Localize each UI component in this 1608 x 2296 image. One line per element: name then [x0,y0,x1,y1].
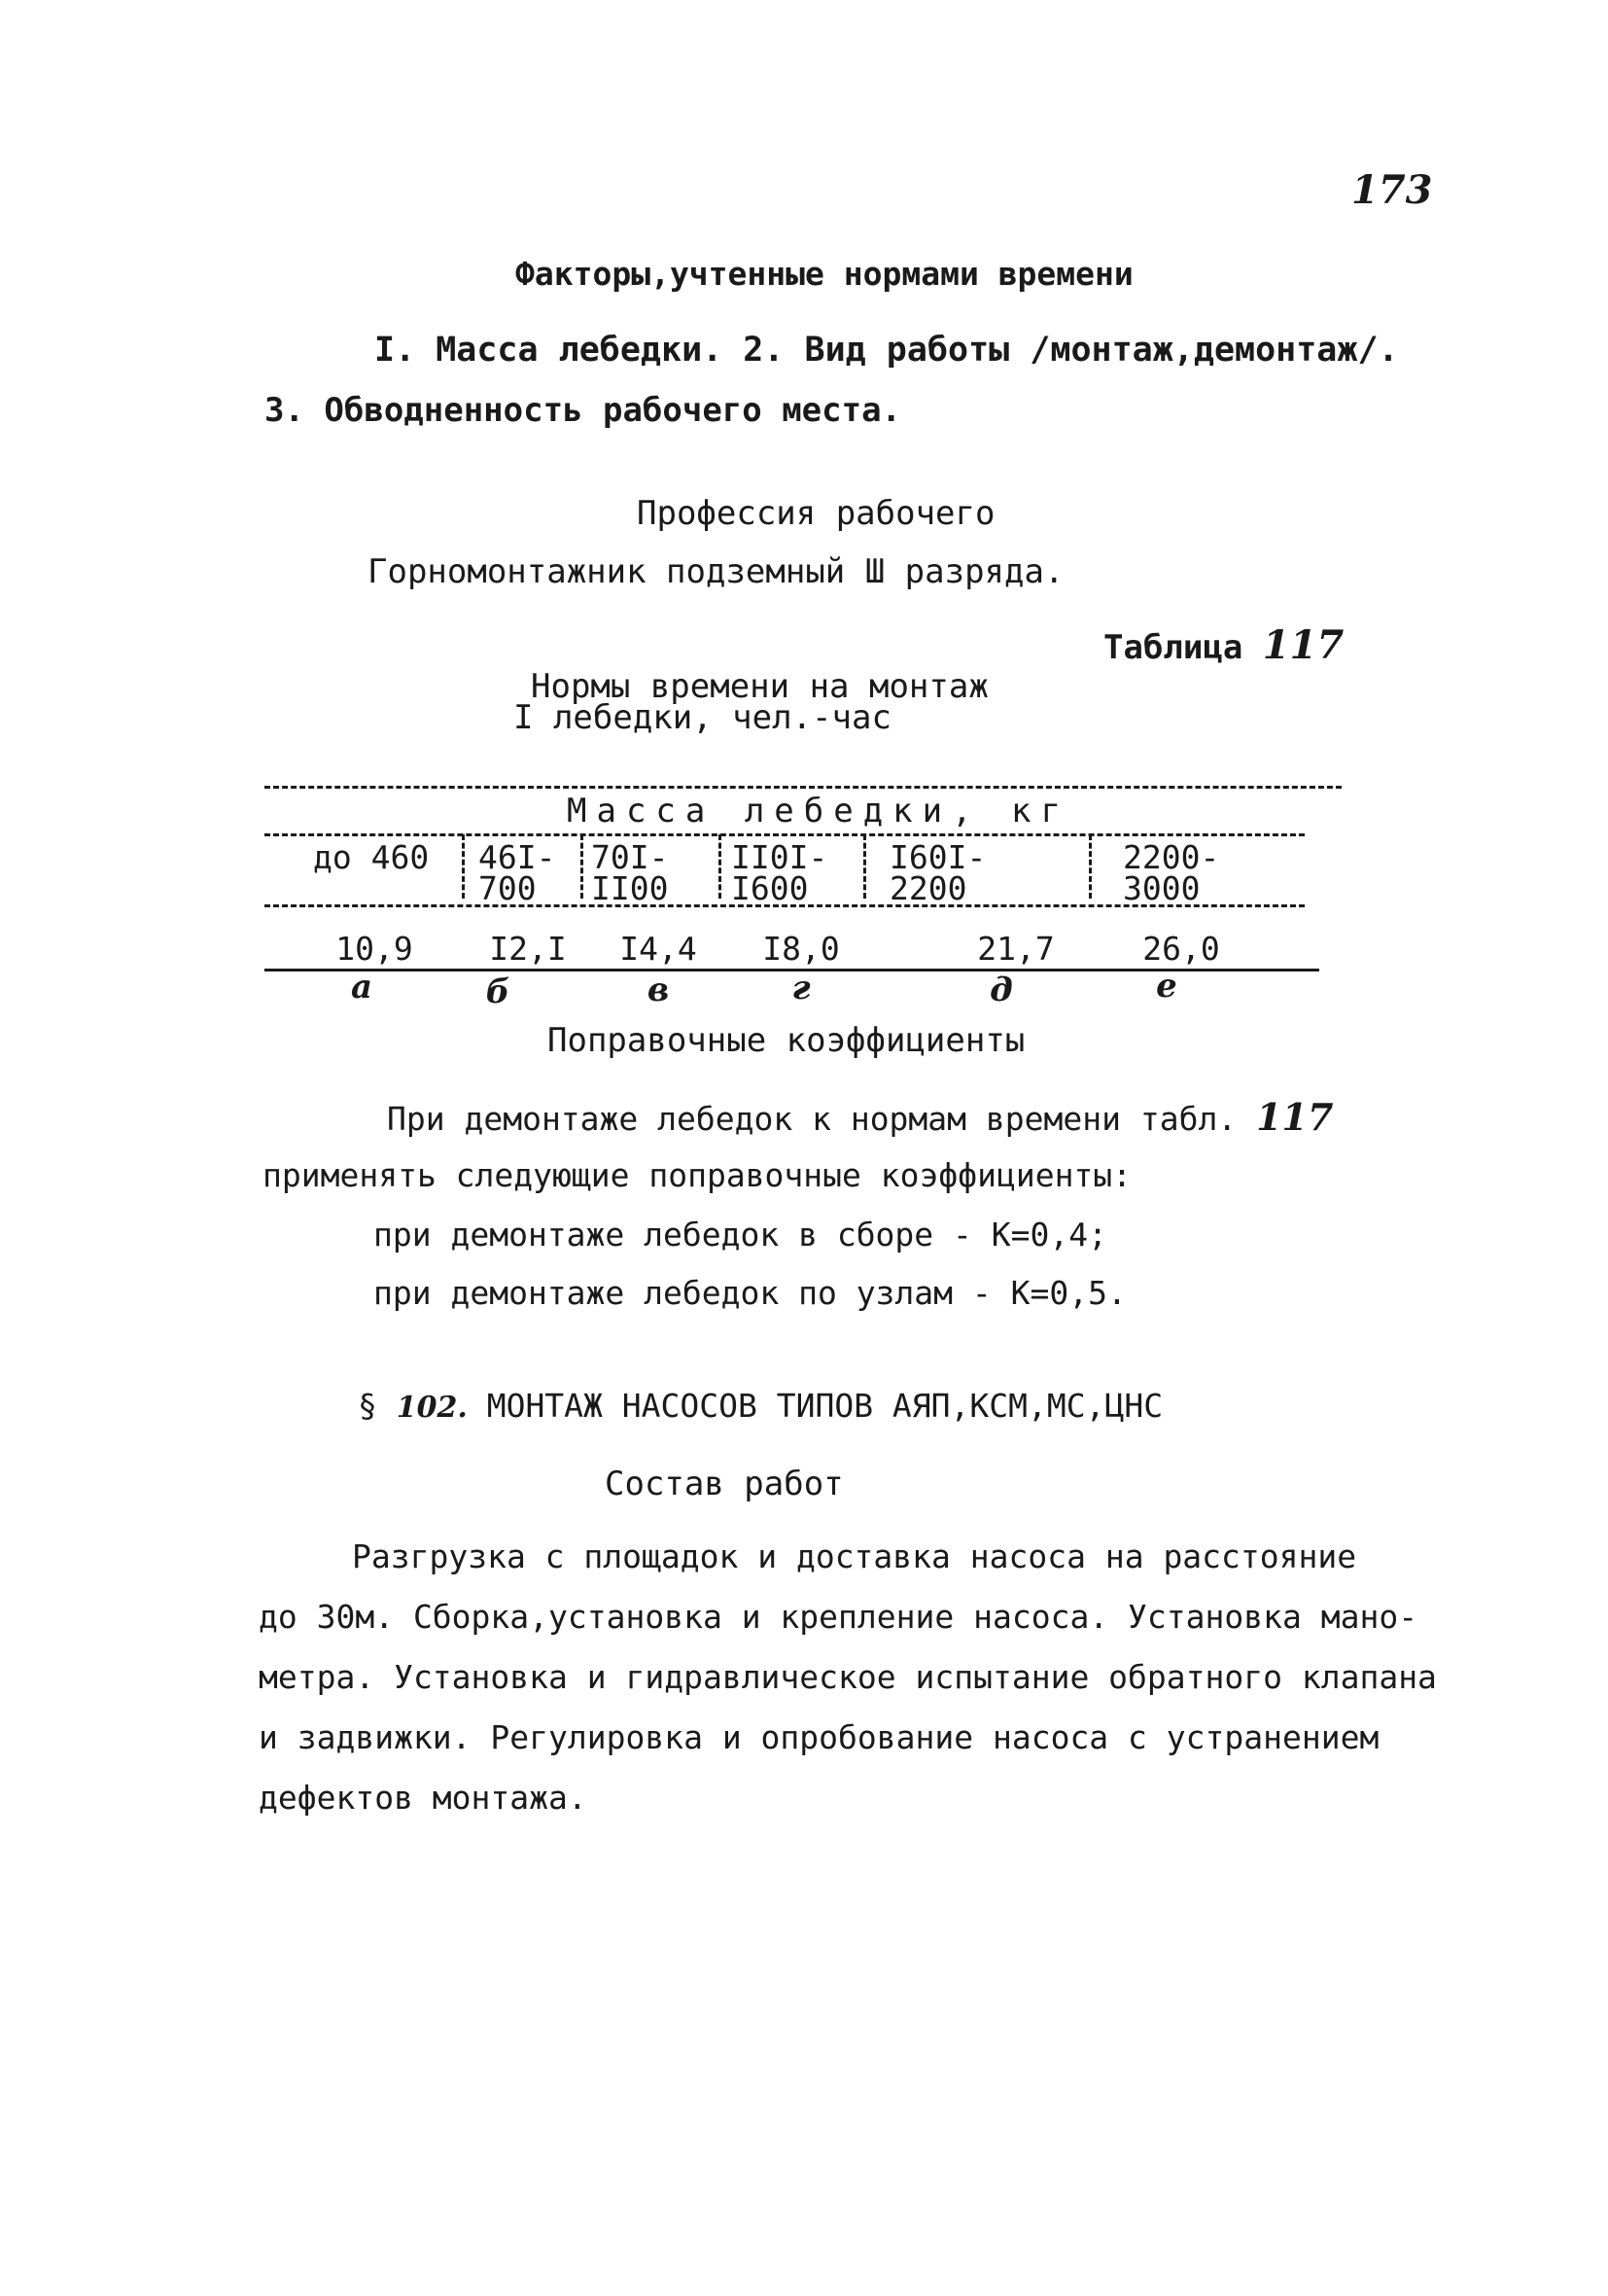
page-number: 173 [1351,167,1433,213]
table-col-3-label [591,838,669,907]
section-number: 102. [396,1391,468,1425]
table-index-d: д [990,971,1013,1009]
table-group-header: Масса лебедки, кг [567,792,1070,830]
table-index-g: г [791,969,811,1007]
col-3-line-1: 70I- [591,838,669,876]
table-caption-line-1: Нормы времени на монтаж [531,667,989,706]
table-number: 117 [1262,622,1345,668]
table-index-b: б [485,972,510,1011]
work-line-1: Разгрузка с площадок и доставка насоса на расстояние [352,1537,1357,1575]
profession-text: Горномонтажник подземный Ш разряда. [367,552,1065,591]
work-line-5: дефектов монтажа. [259,1779,587,1817]
table-col-2-label [478,838,556,907]
table-col-divider-3 [718,834,721,899]
table-value-a: 10,9 [335,930,413,968]
work-line-4: и задвижки. Регулировка и опробование насоса с устранением [259,1718,1380,1756]
table-values-top-rule [264,904,1305,907]
table-top-rule [264,786,1342,789]
table-value-b: I2,I [489,930,567,968]
coefficients-intro-line-2: применять следующие поправочные коэффициенты: [262,1156,1133,1194]
coefficients-table-ref: 117 [1256,1095,1334,1139]
work-line-3: метра. Установка и гидравлическое испытание обратного клапана [259,1658,1437,1696]
col-2-line-1: 46I- [478,838,556,876]
coefficients-item-1: при демонтаже лебедок в сборе - К=0,4; [373,1216,1107,1254]
col-6-line-2: 3000 [1123,869,1201,907]
table-col-4-label [731,838,828,907]
table-col-divider-1 [462,834,465,899]
col-5-line-1: I60I- [890,838,987,876]
table-value-v: I4,4 [619,930,697,968]
factors-line-1: I. Масса лебедки. 2. Вид работы /монтаж,демонтаж/. [374,331,1399,370]
table-caption-line-2: I лебедки, чел.-час [513,698,891,737]
col-2-line-2: 700 [478,869,537,907]
work-title: Состав работ [605,1465,844,1503]
table-col-5-label [890,838,987,907]
coefficients-title: Поправочные коэффициенты [547,1021,1026,1060]
factors-line-2: 3. Обводненность рабочего места. [264,391,902,430]
coefficients-item-2: при демонтаже лебедок по узлам - К=0,5. [373,1274,1127,1312]
section-symbol: § [358,1387,377,1425]
work-line-2: до 30м. Сборка,установка и крепление насоса. Установка мано- [259,1598,1418,1636]
table-index-a: а [350,968,373,1007]
table-value-e: 26,0 [1142,930,1220,968]
table-col-divider-4 [863,834,866,899]
table-index-e: е [1156,967,1177,1006]
table-index-v: в [647,971,670,1009]
col-1-line-1: до 460 [313,838,430,876]
section-title: МОНТАЖ НАСОСОВ ТИПОВ АЯП,КСМ,МС,ЦНС [486,1387,1164,1425]
factors-title: Факторы,учтенные нормами времени [515,255,1134,293]
table-label-word: Таблица [1103,628,1243,667]
col-6-line-1: 2200- [1123,838,1220,876]
profession-title: Профессия рабочего [637,494,996,533]
table-col-6-label [1123,838,1220,907]
col-5-line-2: 2200 [890,869,967,907]
table-header-rule [264,833,1305,836]
table-col-divider-5 [1089,834,1092,899]
col-4-line-2: I600 [731,869,809,907]
table-col-1-label [313,838,430,876]
table-col-divider-2 [580,834,583,899]
table-value-g: I8,0 [762,930,840,968]
table-label [1103,622,1344,668]
col-3-line-2: II00 [591,869,669,907]
table-value-d: 21,7 [977,930,1055,968]
col-4-line-1: II0I- [731,838,828,876]
section-heading [358,1387,1163,1425]
coefficients-intro-line-1 [387,1095,1333,1139]
coefficients-intro-text: При демонтаже лебедок к нормам времени табл. [387,1100,1238,1138]
